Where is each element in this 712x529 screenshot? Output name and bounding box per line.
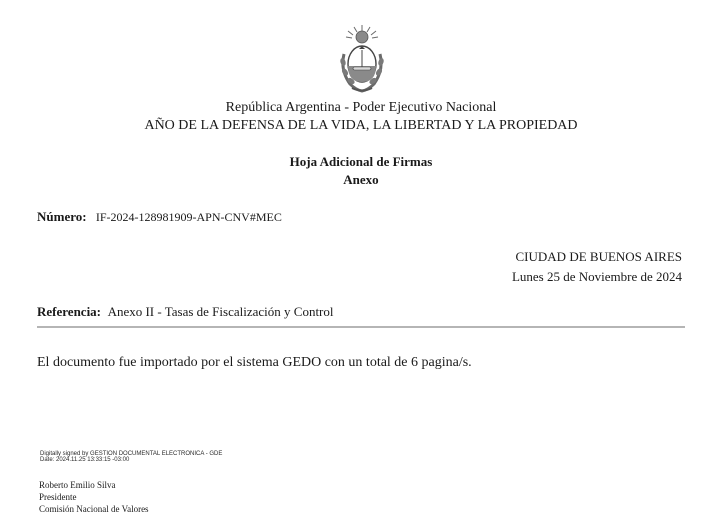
digital-signature-stamp bbox=[40, 451, 222, 463]
national-coat-of-arms-icon bbox=[336, 24, 388, 94]
signer-block bbox=[39, 479, 149, 515]
document-reference bbox=[37, 303, 334, 320]
signed-date-text: Date: 2024.11.25 13:33:15 -03:00 bbox=[40, 457, 130, 463]
document-number bbox=[37, 208, 282, 226]
reference-value: Anexo II - Tasas de Fiscalización y Control bbox=[107, 304, 334, 319]
government-header: República Argentina - Poder Ejecutivo Nacional bbox=[225, 100, 497, 115]
signer-organization: Comisión Nacional de Valores bbox=[39, 504, 149, 514]
document-body: El documento fue importado por el sistema GEDO con un total de 6 pagina/s. bbox=[37, 355, 472, 370]
document-title: Hoja Adicional de Firmas bbox=[289, 154, 433, 169]
document-city: CIUDAD DE BUENOS AIRES bbox=[515, 249, 682, 264]
signed-by-text: Digitally signed by GESTION DOCUMENTAL ELECTRONICA - GDE bbox=[40, 451, 223, 457]
document-subtitle: Anexo bbox=[343, 172, 379, 187]
signer-name: Roberto Emilio Silva bbox=[39, 480, 116, 490]
document-number-value: IF-2024-128981909-APN-CNV#MEC bbox=[95, 210, 282, 224]
document-date: Lunes 25 de Noviembre de 2024 bbox=[511, 269, 682, 284]
year-motto: AÑO DE LA DEFENSA DE LA VIDA, LA LIBERTAD Y LA PROPIEDAD bbox=[144, 118, 578, 133]
reference-divider bbox=[37, 326, 685, 328]
signer-role: Presidente bbox=[39, 492, 77, 502]
document-number-label: Número: bbox=[37, 209, 87, 224]
reference-label: Referencia: bbox=[37, 304, 102, 319]
